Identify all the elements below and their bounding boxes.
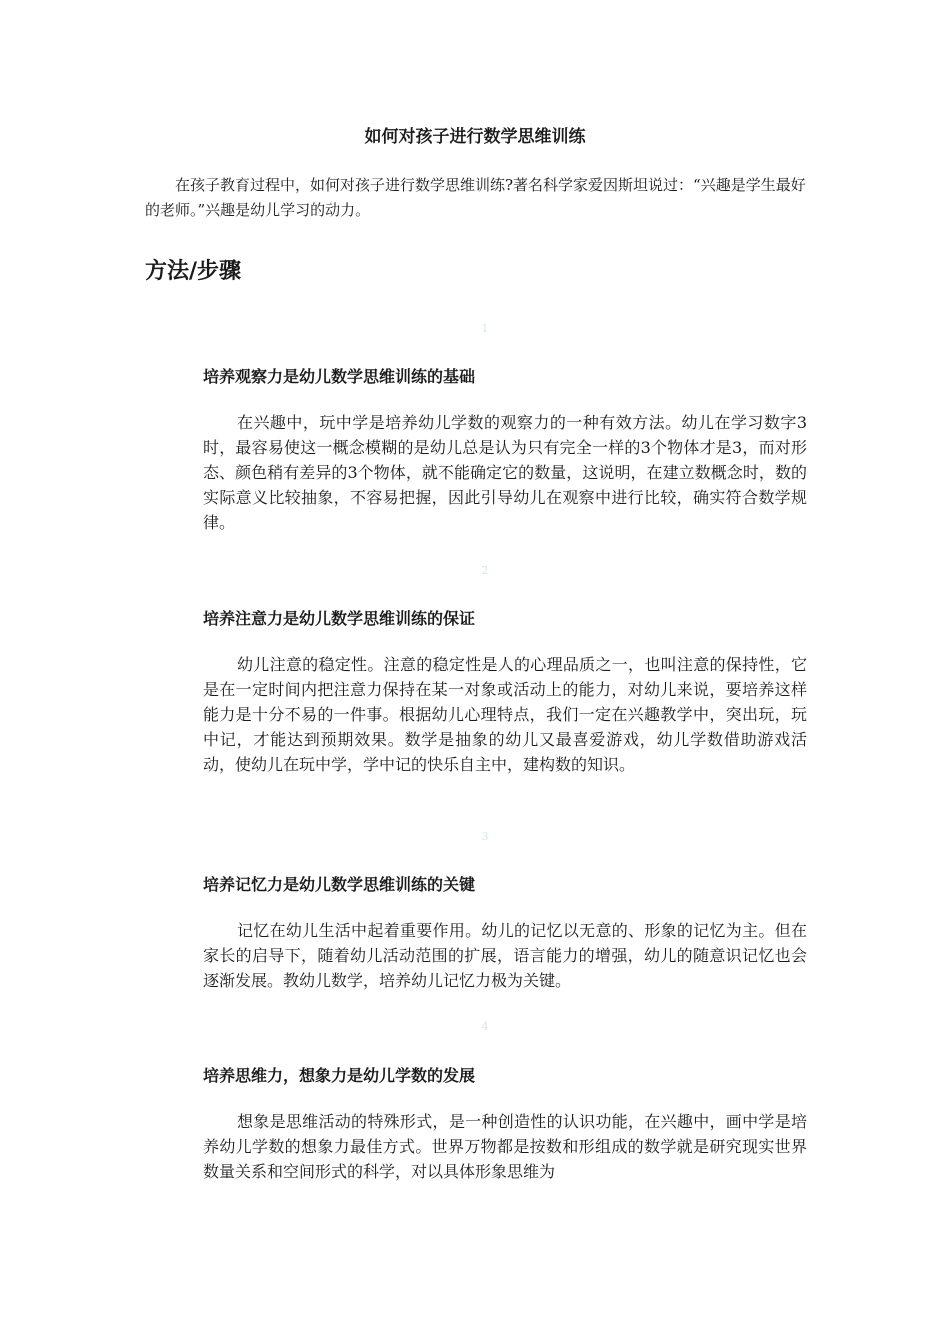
page-title: 如何对孩子进行数学思维训练	[364, 127, 586, 147]
step-number-marker: 1	[481, 322, 495, 335]
step-title: 培养注意力是幼儿数学思维训练的保证	[203, 609, 476, 628]
step-body: 幼儿注意的稳定性。注意的稳定性是人的心理品质之一，也叫注意的保持性，它是在一定时间内把注意力保持在某一对象或活动上的能力，对幼儿来说，要培养这样能力是十分不易的一件事。根据幼儿心理特点，我们一定在兴趣教学中，突出玩，玩中记，才能达到预期效果。数学是抽象的幼儿又最喜爱游戏，幼儿学数借助游戏活动，使幼儿在玩中学，学中记的快乐自主中，建构数的知识。	[203, 655, 807, 774]
step-body: 在兴趣中，玩中学是培养幼儿学数的观察力的一种有效方法。幼儿在学习数字3时，最容易使这一概念模糊的是幼儿总是认为只有完全一样的3个物体才是3，而对形态、颜色稍有差异的3个物体，就不能确定它的数量，这说明，在建立数概念时，数的实际意义比较抽象，不容易把握，因此引导幼儿在观察中进行比较，确实符合数学规律。	[203, 413, 807, 532]
step-body: 记忆在幼儿生活中起着重要作用。幼儿的记忆以无意的、形象的记忆为主。但在家长的启导下，随着幼儿活动范围的扩展，语言能力的增强，幼儿的随意识记忆也会逐渐发展。教幼儿数学，培养幼儿记忆力极为关键。	[203, 921, 807, 990]
intro-paragraph: 在孩子教育过程中，如何对孩子进行数学思维训练?著名科学家爱因斯坦说过：“兴趣是学生最好的老师。”兴趣是幼儿学习的动力。	[145, 176, 806, 219]
step-number-marker: 3	[481, 830, 495, 843]
section-heading: 方法/步骤	[145, 259, 242, 284]
step-title: 培养记忆力是幼儿数学思维训练的关键	[203, 875, 476, 894]
step-title: 培养思维力，想象力是幼儿学数的发展	[203, 1066, 476, 1085]
step-title: 培养观察力是幼儿数学思维训练的基础	[203, 367, 476, 386]
step-number-marker: 2	[481, 564, 495, 577]
step-number-marker: 4	[481, 1020, 495, 1033]
step-body: 想象是思维活动的特殊形式，是一种创造性的认识功能，在兴趣中，画中学是培养幼儿学数的想象力最佳方式。世界万物都是按数和形组成的数学就是研究现实世界数量关系和空间形式的科学，对以具体形象思维为	[203, 1112, 807, 1181]
